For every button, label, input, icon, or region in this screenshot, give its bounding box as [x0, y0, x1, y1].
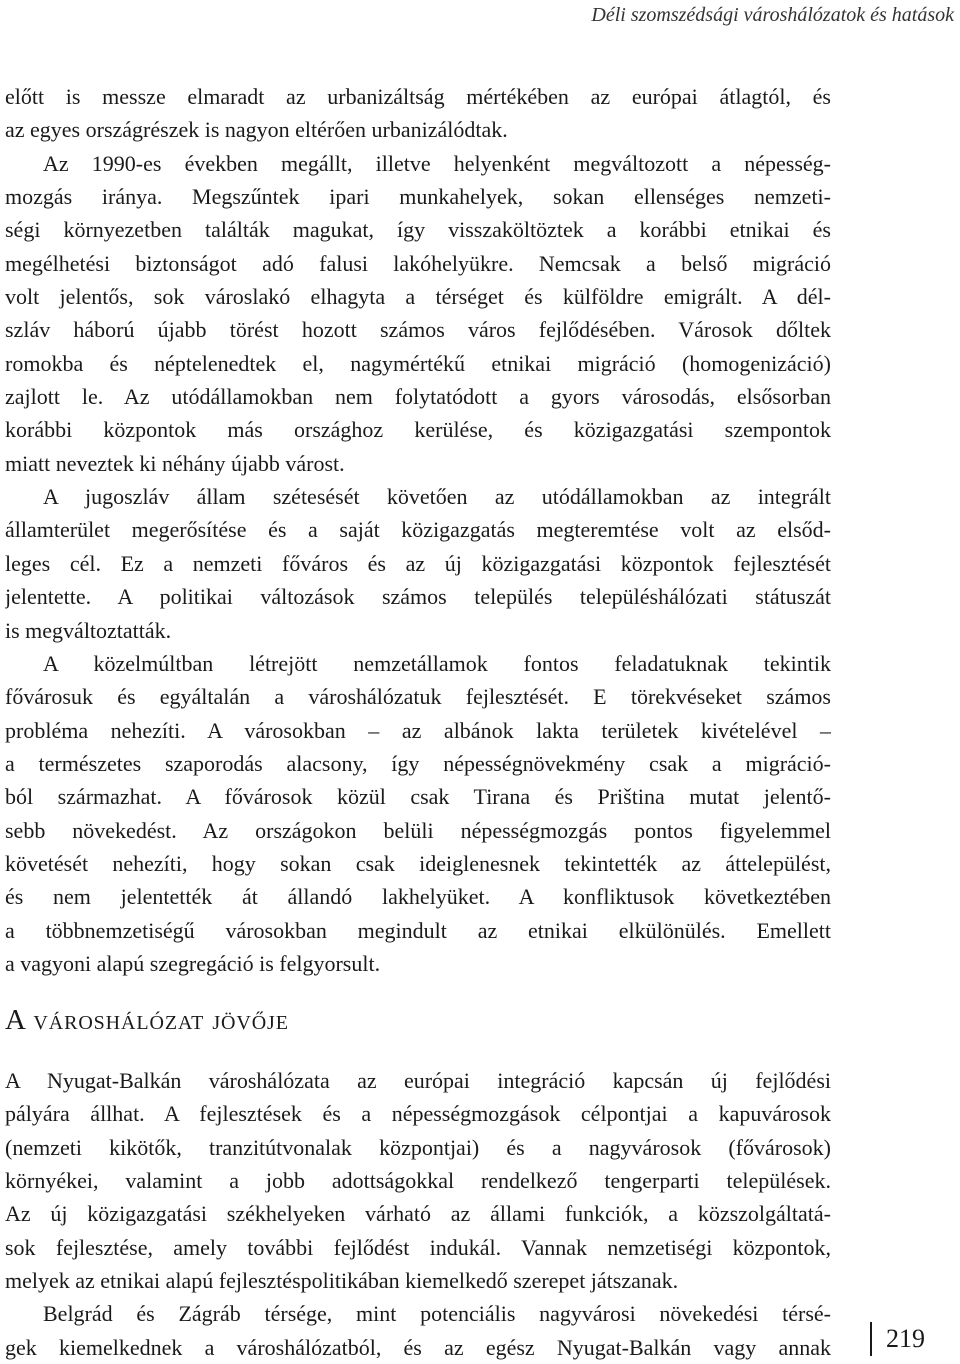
text-line: ból származhat. A fővárosok közül csak Tirana és Priština mutat jelentő-: [5, 784, 831, 810]
text-line: sebb növekedést. Az országokon belüli népességmozgás pontos figyelemmel: [5, 817, 831, 843]
text-line: leges cél. Ez a nemzeti főváros és az új közigazgatási központok fejlesztését: [5, 550, 831, 576]
text-line: A Nyugat-Balkán városhálózata az európai integráció kapcsán új fejlődési: [5, 1068, 831, 1093]
text-line: megélhetési biztonságot adó falusi lakóhelyükre. Nemcsak a belső migráció: [5, 250, 831, 276]
text-line: ségi környezetben találták magukat, így visszaköltöztek a korábbi etnikai és: [5, 217, 831, 243]
section-heading: A városhálózat jövője: [5, 1004, 289, 1036]
text-line: zajlott le. Az utódállamokban nem folytatódott a gyors városodás, elsősorban: [5, 384, 831, 410]
text-line: és nem jelentették át állandó lakhelyüket. A konfliktusok következtében: [5, 884, 831, 910]
text-line: gek kiemelkednek a városhálózatból, és az egész Nyugat-Balkán vagy annak: [5, 1334, 831, 1360]
body-text: [5, 80, 831, 980]
section-body-text: [5, 1064, 831, 1364]
text-line: a többnemzetiségű városokban megindult az etnikai elkülönülés. Emellett: [5, 917, 831, 943]
text-line: korábbi központok más országhoz kerülése, és közigazgatási szempontok: [5, 417, 831, 443]
text-line: A közelmúltban létrejött nemzetállamok fontos feladatuknak tekintik: [43, 650, 831, 676]
page-number: 219: [870, 1322, 925, 1356]
text-line: melyek az etnikai alapú fejlesztéspolitikában kiemelkedő szerepet játszanak.: [5, 1268, 679, 1294]
text-line: szláv háború újabb törést hozott számos város fejlődésében. Városok dőltek: [5, 317, 831, 343]
text-line: Az új közigazgatási székhelyeken várható az állami funkciók, a közszolgáltatá-: [5, 1201, 831, 1227]
text-line: Belgrád és Zágráb térsége, mint potenciális nagyvárosi növekedési térsé-: [43, 1301, 831, 1327]
text-line: miatt neveztek ki néhány újabb várost.: [5, 450, 345, 476]
text-line: Az 1990-es években megállt, illetve helyenként megváltozott a népesség-: [43, 150, 831, 176]
text-line: az egyes országrészek is nagyon eltérően urbanizálódtak.: [5, 117, 508, 143]
text-line: környékei, valamint a jobb adottságokkal rendelkező tengerparti települések.: [5, 1168, 831, 1194]
text-line: A jugoszláv állam szétesését követően az utódállamokban az integrált: [43, 484, 831, 510]
text-line: követését nehezíti, hogy sokan csak ideiglenesnek tekintették az áttelepülést,: [5, 850, 831, 876]
text-line: is megváltoztatták.: [5, 617, 172, 643]
text-line: volt jelentős, sok városlakó elhagyta a térséget és külföldre emigrált. A dél-: [5, 284, 831, 310]
running-header: Déli szomszédsági városhálózatok és hatások: [591, 4, 954, 26]
text-line: a természetes szaporodás alacsony, így népességnövekmény csak a migráció-: [5, 750, 831, 776]
text-line: (nemzeti kikötők, tranzitútvonalak központjai) és a nagyvárosok (fővárosok): [5, 1134, 831, 1160]
text-line: előtt is messze elmaradt az urbanizáltság mértékében az európai átlagtól, és: [5, 84, 831, 109]
text-line: sok fejlesztése, amely további fejlődést indukál. Vannak nemzetiségi központok,: [5, 1234, 831, 1260]
text-line: romokba és néptelenedtek el, nagymértékű etnikai migráció (homogenizáció): [5, 350, 831, 376]
text-line: probléma nehezíti. A városokban – az albánok lakta területek kivételével –: [5, 717, 831, 743]
text-line: fővárosuk és egyáltalán a városhálózatuk fejlesztését. E törekvéseket számos: [5, 684, 831, 710]
text-line: jelentette. A politikai változások számos település településhálózati státuszát: [5, 584, 831, 610]
text-line: a vagyoni alapú szegregáció is felgyorsult.: [5, 950, 381, 976]
section-heading-block: [5, 1002, 831, 1038]
text-line: mozgás iránya. Megszűntek ipari munkahelyek, sokan ellenséges nemzeti-: [5, 184, 831, 210]
text-line: pályára állhat. A fejlesztések és a népességmozgások célpontjai a kapuvárosok: [5, 1101, 831, 1127]
text-line: államterület megerősítése és a saját közigazgatás megteremtése volt az elsőd-: [5, 517, 831, 543]
